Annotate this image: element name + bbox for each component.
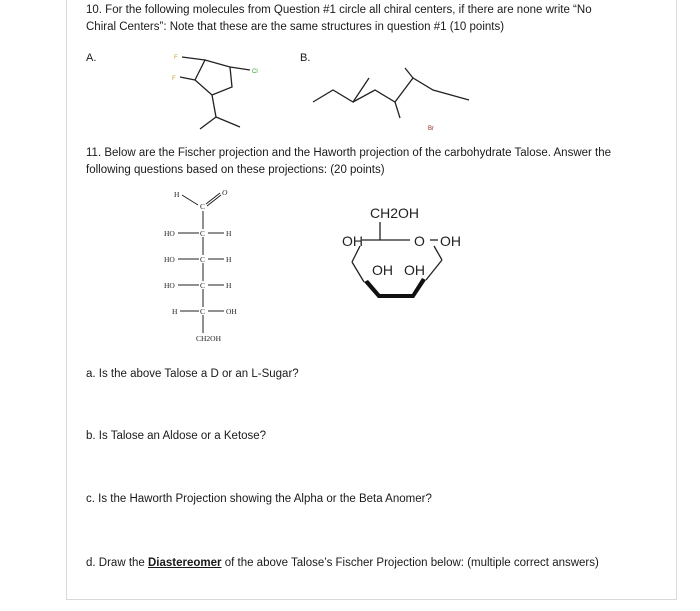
fischer-c2: C [200, 229, 206, 238]
fischer-row4-right: OH [226, 307, 237, 316]
fischer-row1-right: H [226, 229, 232, 238]
haworth-oh-bottom-1: OH [372, 262, 393, 278]
haworth-oh-right: OH [440, 233, 461, 249]
question-b: b. Is Talose an Aldose or a Ketose? [86, 430, 267, 442]
haworth-oh-left: OH [342, 233, 363, 249]
fischer-projection [160, 185, 270, 345]
atom-cl: Cl [252, 69, 258, 75]
fischer-c3: C [200, 255, 206, 264]
fischer-c4: C [200, 281, 206, 290]
question-10-line-2: Chiral Centers”: Note that these are the same structures in question #1 (10 points) [86, 21, 505, 33]
molecule-a-structure [160, 45, 280, 145]
fischer-row4-left: H [172, 307, 178, 316]
haworth-top-ch2oh: CH2OH [370, 205, 420, 221]
molecule-b-structure [305, 70, 475, 150]
question-d-prefix: d. Draw the [86, 557, 148, 569]
fischer-row1-left: HO [164, 229, 175, 238]
atom-br: Br [428, 126, 434, 132]
fischer-top-h: H [174, 190, 180, 199]
question-11-line-1: 11. Below are the Fischer projection and the Haworth projection of the carbohydrate Talose. Answer the [86, 147, 612, 159]
fischer-row2-left: HO [164, 255, 175, 264]
atom-f-bottom: F [172, 76, 176, 82]
haworth-ring-o: O [414, 233, 425, 249]
question-11-line-2: following questions based on these projections: (20 points) [86, 164, 385, 176]
label-b: B. [300, 52, 311, 64]
fischer-c1: C [200, 202, 206, 211]
question-10-line-1: 10. For the following molecules from Question #1 circle all chiral centers, if there are none write “No [86, 4, 592, 16]
haworth-ring-bold-edge [364, 278, 426, 298]
atom-f-top: F [174, 55, 178, 61]
label-a: A. [86, 52, 97, 64]
question-d [86, 555, 599, 572]
fischer-row3-left: HO [164, 281, 175, 290]
fischer-c5: C [200, 307, 206, 316]
fischer-row2-right: H [226, 255, 232, 264]
question-d-suffix: of the above Talose’s Fischer Projection below: (multiple correct answers) [221, 557, 599, 569]
question-c: c. Is the Haworth Projection showing the Alpha or the Beta Anomer? [86, 493, 432, 505]
question-a: a. Is the above Talose a D or an L-Sugar? [86, 368, 299, 380]
question-d-term: Diastereomer [148, 557, 222, 569]
fischer-row3-right: H [226, 281, 232, 290]
fischer-bottom: CH2OH [196, 334, 222, 343]
fischer-top-o: O [222, 188, 228, 197]
cyclopentane-ring [195, 60, 232, 95]
haworth-projection [336, 200, 496, 310]
haworth-oh-bottom-2: OH [404, 262, 425, 278]
